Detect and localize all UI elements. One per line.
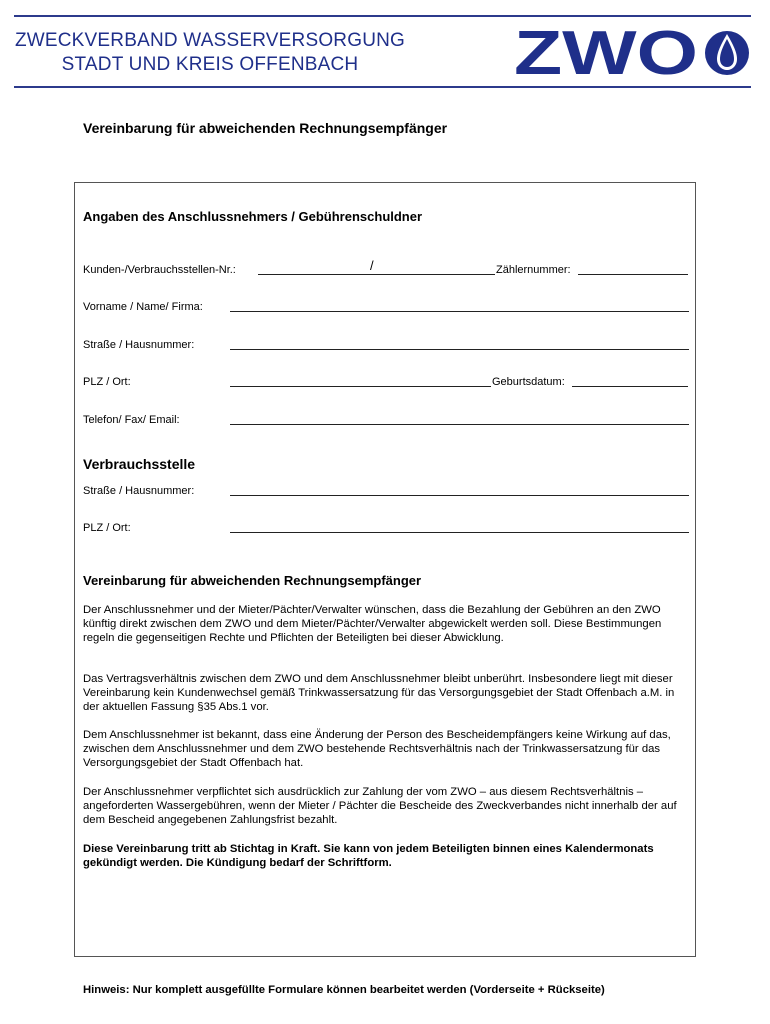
agreement-paragraph-1: Der Anschlussnehmer und der Mieter/Pächter/Verwalter wünschen, dass die Bezahlung der Gebühren an den ZWO künftig direkt zwischen dem ZWO und dem Mieter/Pächter/Verwalter abgewickelt werden soll. Diese Bestimmungen regeln die gegenseitigen Rechte und Pflichten der Beteiligten bei dieser Abwicklung. <box>83 604 662 645</box>
city-field[interactable] <box>230 386 491 387</box>
city-label: PLZ / Ort: <box>83 376 131 388</box>
document-title: Vereinbarung für abweichenden Rechnungsempfänger <box>83 120 448 136</box>
customer-number-label: Kunden-/Verbrauchsstellen-Nr.: <box>83 264 236 276</box>
customer-number-separator: / <box>370 258 374 273</box>
meter-number-label: Zählernummer: <box>496 264 571 276</box>
logo-text: ZWO <box>514 26 698 78</box>
agreement-paragraph-2: Das Vertragsverhältnis zwischen dem ZWO und dem Anschlussnehmer bleibt unberührt. Insbesondere liegt mit dieser Vereinbarung kein Kundenwechsel gemäß Trinkwassersatzung für das Versorgungsgebiet der Stadt Offenbach a.M. in der aktuellen Fassung §35 Abs.1 vor. <box>83 673 675 714</box>
street-label: Straße / Hausnummer: <box>83 339 195 351</box>
section-heading-agreement: Vereinbarung für abweichenden Rechnungsempfänger <box>83 573 422 588</box>
header-top-rule <box>14 15 751 17</box>
meter-number-field[interactable] <box>578 274 688 275</box>
name-label: Vorname / Name/ Firma: <box>83 301 203 313</box>
form-frame <box>74 182 696 957</box>
customer-number-field[interactable] <box>258 274 495 275</box>
agreement-paragraph-4: Der Anschlussnehmer verpflichtet sich ausdrücklich zur Zahlung der vom ZWO – aus diesem Rechtsverhältnis – angeforderten Wassergebühren, wenn der Mieter / Pächter die Bescheide des Zweckverbandes nicht innerhalb der auf dem Bescheid angegebenen Zahlungsfrist bezahlt. <box>83 786 677 827</box>
zwo-logo <box>514 26 750 78</box>
consumption-city-label: PLZ / Ort: <box>83 522 131 534</box>
consumption-street-label: Straße / Hausnummer: <box>83 485 195 497</box>
contact-field[interactable] <box>230 424 689 425</box>
agreement-paragraph-5: Diese Vereinbarung tritt ab Stichtag in Kraft. Sie kann von jedem Beteiligten binnen eines Kalendermonats gekündigt werden. Die Kündigung bedarf der Schriftform. <box>83 843 654 870</box>
consumption-street-field[interactable] <box>230 495 689 496</box>
header-bottom-rule <box>14 86 751 88</box>
section-heading-consumption-point: Verbrauchsstelle <box>83 456 196 472</box>
birthdate-field[interactable] <box>572 386 688 387</box>
street-field[interactable] <box>230 349 689 350</box>
org-name-line1: ZWECKVERBAND WASSERVERSORGUNG <box>14 30 406 51</box>
consumption-city-field[interactable] <box>230 532 689 533</box>
name-field[interactable] <box>230 311 689 312</box>
section-heading-applicant: Angaben des Anschlussnehmers / Gebührenschuldner <box>83 209 423 224</box>
birthdate-label: Geburtsdatum: <box>492 376 565 388</box>
org-name-line2: STADT UND KREIS OFFENBACH <box>61 54 359 75</box>
footer-note: Hinweis: Nur komplett ausgefüllte Formulare können bearbeitet werden (Vorderseite + Rückseite) <box>83 984 605 996</box>
contact-label: Telefon/ Fax/ Email: <box>83 414 180 426</box>
agreement-paragraph-3: Dem Anschlussnehmer ist bekannt, dass eine Änderung der Person des Bescheidempfängers keine Wirkung auf das, zwischen dem Anschlussnehmer und dem ZWO bestehende Rechtsverhältnis nach der Trinkwassersatzung für das Versorgungsgebiet der Stadt Offenbach hat. <box>83 729 671 770</box>
